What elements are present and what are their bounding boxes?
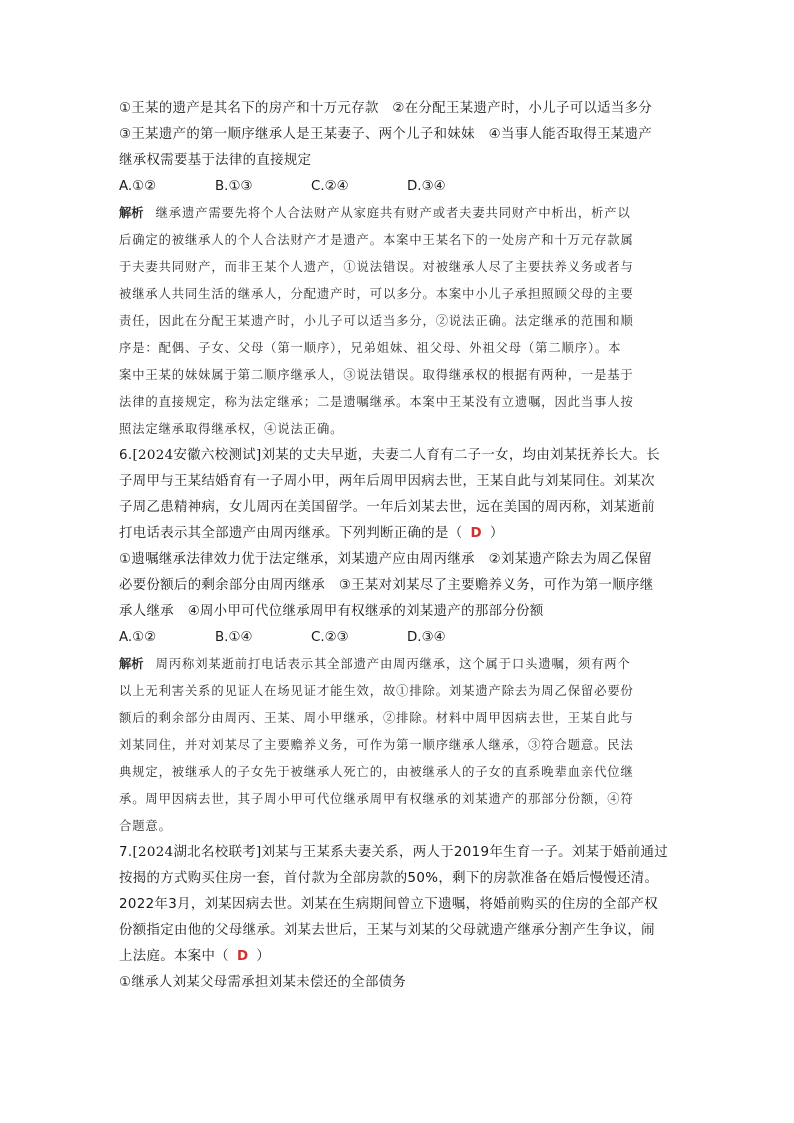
q6-item-line: 必要份额后的剩余部分由周丙继承 ③王某对刘某尽了主要赡养义务，可作为第一顺序继 (119, 578, 654, 593)
q7-stem-line: 2022年3月，刘某因病去世。刘某在生病期间曾立下遗嘱，将婚前购买的住房的全部产权 (119, 897, 659, 912)
q6-item-line: 承人继承 ④周小甲可代位继承周甲有权继承的刘某遗产的那部分份额 (119, 604, 544, 619)
q6-option-c: C.②③ (311, 630, 349, 645)
q6-stem-line: 子周乙患精神病，女儿周丙在美国留学。一年后刘某去世，远在美国的周丙称，刘某逝前 (119, 500, 655, 515)
analysis-label: 解析 (119, 657, 144, 671)
q7-items (119, 970, 667, 996)
q5-option-b: B.①③ (215, 179, 253, 194)
q6-analysis (119, 651, 667, 840)
q5-analysis-line: 法律的直接规定，称为法定继承；二是遗嘱继承。本案中王某没有立遗嘱，因此当事人按 (119, 395, 634, 409)
q5-option-a: A.①② (119, 179, 157, 194)
q6-items (119, 547, 667, 625)
q5-analysis-line: 案中王某的妹妹属于第二顺序继承人，③说法错误。取得继承权的根据有两种，一是基于 (119, 368, 634, 382)
q6-options (119, 625, 667, 651)
q5-item-line: ①王某的遗产是其名下的房产和十万元存款 ②在分配王某遗产时，小儿子可以适当多分 (119, 101, 653, 116)
q5-analysis-line: 照法定继承取得继承权，④说法正确。 (119, 422, 344, 436)
q5-analysis-line: 于夫妻共同财产，而非王某个人遗产，①说法错误。对被继承人尽了主要扶养义务或者与 (119, 260, 634, 274)
q6-analysis-line: 以上无利害关系的见证人在场见证才能生效，故①排除。刘某遗产除去为周乙保留必要份 (119, 684, 634, 698)
q7-stem-line: 按揭的方式购买住房一套，首付款为全部房款的50%，剩下的房款准备在婚后慢慢还清。 (119, 871, 659, 886)
q7-answer: D (236, 949, 249, 964)
q6-analysis-line: 承。周甲因病去世，其子周小甲可代位继承周甲有权继承的刘某遗产的那部分份额，④符 (119, 792, 634, 806)
q5-analysis-line: 序是：配偶、子女、父母（第一顺序），兄弟姐妹、祖父母、外祖父母（第二顺序）。本 (119, 341, 622, 355)
q6-number: 6. (119, 448, 133, 463)
q5-analysis-line: 被继承人共同生活的继承人，分配遗产时，可以多分。本案中小儿子承担照顾父母的主要 (119, 287, 634, 301)
q7-stem (119, 840, 667, 970)
q6-option-a: A.①② (119, 630, 157, 645)
q6-stem (119, 443, 667, 547)
q6-analysis-line: 刘某同住，并对刘某尽了主要赡养义务，可作为第一顺序继承人继承，③符合题意。民法 (119, 738, 634, 752)
q6-option-d: D.③④ (407, 630, 446, 645)
q6-analysis-line: 解析 周丙称刘某逝前打电话表示其全部遗产由周丙继承，这个属于口头遗嘱，须有两个 (119, 657, 631, 671)
q5-analysis-line: 解析 继承遗产需要先将个人合法财产从家庭共有财产或者夫妻共同财产中析出，析产以 (119, 206, 631, 220)
q6-source: [2024安徽六校测试] (132, 448, 262, 463)
q5-options (119, 174, 667, 200)
q6-stem-line: 打电话表示其全部遗产由周丙继承。下列判断正确的是（ D ） (119, 526, 504, 541)
q6-stem-line: 子周甲与王某结婚育有一子周小甲，两年后周甲因病去世，王某自此与刘某同住。刘某次 (119, 474, 655, 489)
q6-analysis-line: 额后的剩余部分由周丙、王某、周小甲继承，②排除。材料中周甲因病去世，王某自此与 (119, 711, 634, 725)
q7-stem-line: 上法庭。本案中（ D ） (119, 949, 271, 964)
q5-analysis (119, 200, 667, 443)
q7-source: [2024湖北名校联考] (132, 845, 262, 860)
q5-items (119, 96, 667, 174)
q6-stem-line: 6.[2024安徽六校测试]刘某的丈夫早逝，夫妻二人育有二子一女，均由刘某抚养长大。长 (119, 448, 661, 463)
q5-option-d: D.③④ (407, 179, 446, 194)
q6-item-line: ①遗嘱继承法律效力优于法定继承，刘某遗产应由周丙继承 ②刘某遗产除去为周乙保留 (119, 552, 653, 567)
q6-analysis-line: 典规定，被继承人的子女先于被继承人死亡的，由被继承人的子女的直系晚辈血亲代位继 (119, 765, 634, 779)
q5-item-line: 继承权需要基于法律的直接规定 (119, 153, 312, 168)
q7-stem-line: 7.[2024湖北名校联考]刘某与王某系夫妻关系，两人于2019年生育一子。刘某于婚前通过 (119, 845, 669, 860)
q6-answer: D (470, 526, 482, 541)
q7-item-line: ①继承人刘某父母需承担刘某未偿还的全部债务 (119, 975, 407, 990)
document-page (119, 96, 667, 996)
analysis-label: 解析 (119, 206, 144, 220)
q5-item-line: ③王某遗产的第一顺序继承人是王某妻子、两个儿子和妹妹 ④当事人能否取得王某遗产 (119, 127, 653, 142)
q7-stem-line: 份额指定由他的父母继承。刘某去世后，王某与刘某的父母就遗产继承分割产生争议，闹 (119, 923, 655, 938)
q5-analysis-line: 责任，因此在分配王某遗产时，小儿子可以适当多分，②说法正确。法定继承的范围和顺 (119, 314, 634, 328)
q5-option-c: C.②④ (311, 179, 349, 194)
q7-number: 7. (119, 845, 133, 860)
q6-option-b: B.①④ (215, 630, 253, 645)
q6-analysis-line: 合题意。 (119, 819, 172, 833)
q5-analysis-line: 后确定的被继承人的个人合法财产才是遗产。本案中王某名下的一处房产和十万元存款属 (119, 233, 634, 247)
